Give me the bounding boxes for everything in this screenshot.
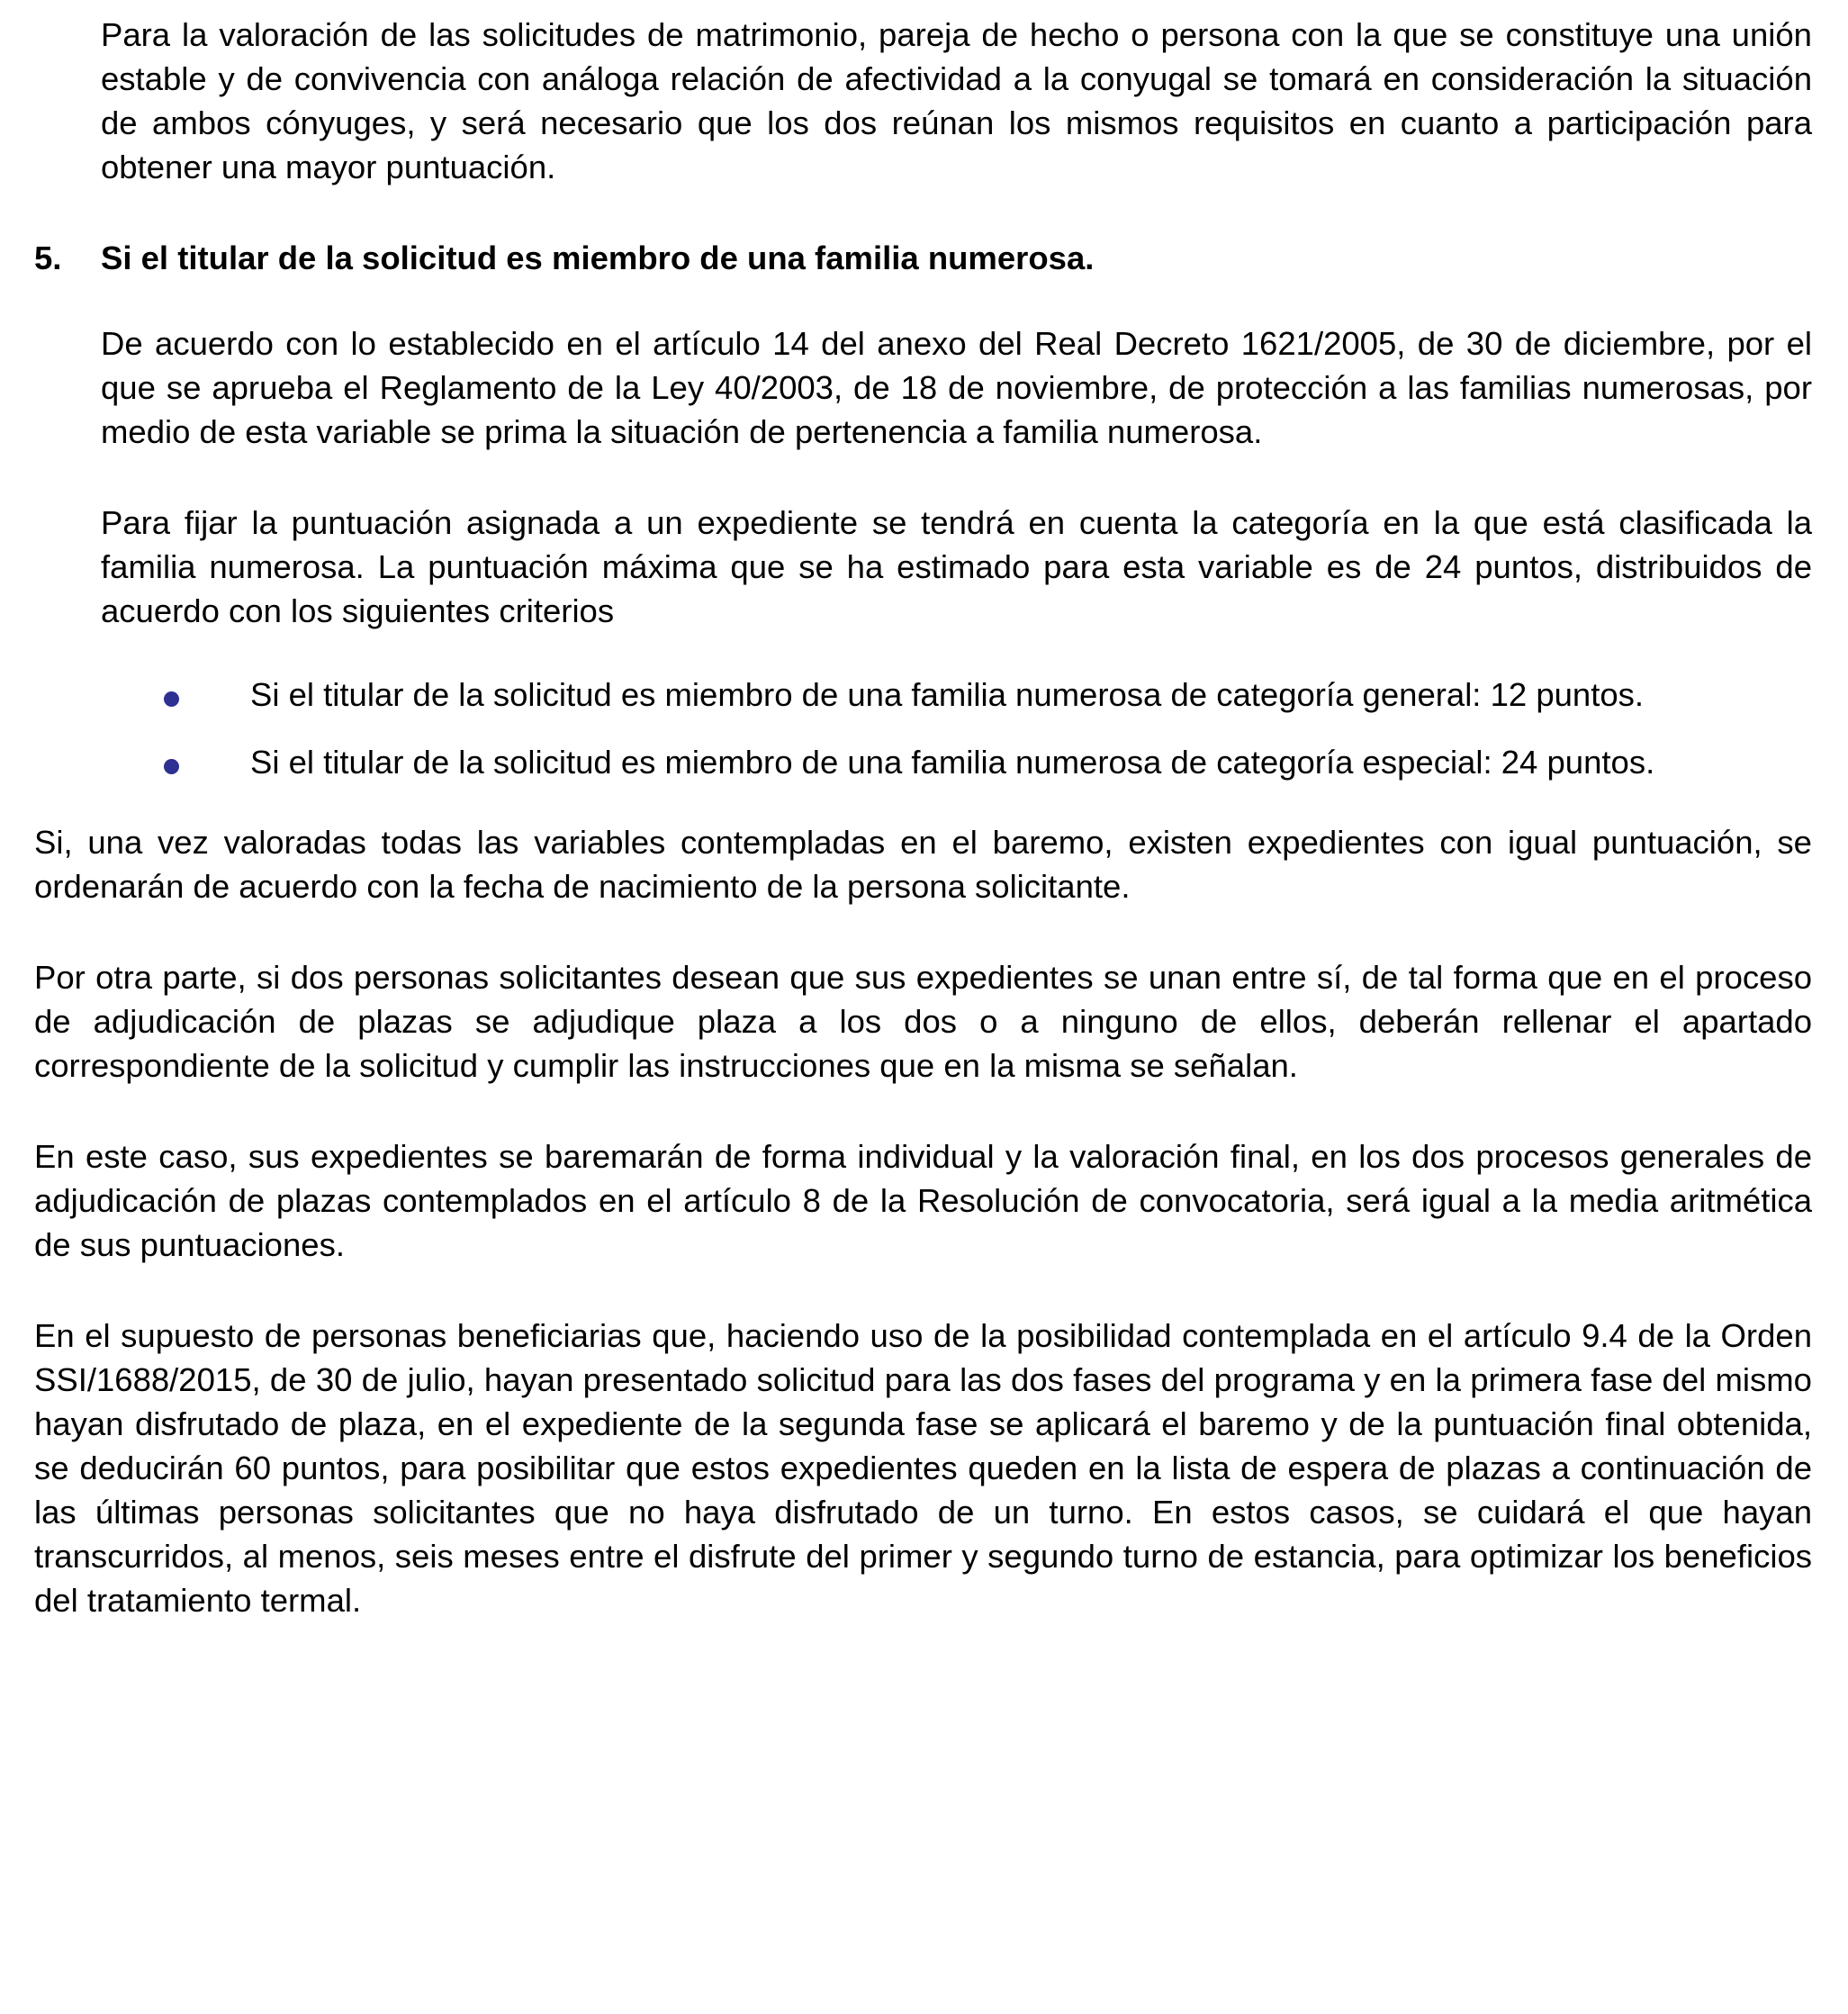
- paragraph-baremo-individual: En este caso, sus expedientes se baremarán de forma individual y la valoración final, en los dos procesos generales de adjudicación de plazas contemplados en el artículo 8 de la Resolución de convocatoria, será igual a la media aritmética de sus puntuaciones.: [34, 1138, 1812, 1263]
- paragraph-personas-beneficiarias: En el supuesto de personas beneficiarias que, haciendo uso de la posibilidad contemplada en el artículo 9.4 de la Orden SSI/1688/2015, de 30 de julio, hayan presentado solicitud para las dos fases del programa y en la primera fase del mismo hayan disfrutado de plaza, en el expediente de la segunda fase se aplicará el baremo y de la puntuación final obtenida, se deducirán 60 puntos, para posibilitar que estos expedientes queden en la lista de espera de plazas a continuación de las últimas personas solicitantes que no haya disfrutado de un turno. En estos casos, se cuidará el que hayan transcurridos, al menos, seis meses entre el disfrute del primer y segundo turno de estancia, para optimizar los beneficios del tratamiento termal.: [34, 1317, 1812, 1619]
- paragraph-intro-matrimonio: Para la valoración de las solicitudes de matrimonio, pareja de hecho o persona con la que se constituye una unión estable y de convivencia con análoga relación de afectividad a la conyugal se tomará en consideración la situación de ambos cónyuges, y será necesario que los dos reúnan los mismos requisitos en cuanto a participación para obtener una mayor puntuación.: [101, 16, 1812, 185]
- paragraph-real-decreto: De acuerdo con lo establecido en el artículo 14 del anexo del Real Decreto 1621/2005, de 30 de diciembre, por el que se aprueba el Reglamento de la Ley 40/2003, de 18 de noviembre, de protección a las familias numerosas, por medio de esta variable se prima la situación de pertenencia a familia numerosa.: [101, 325, 1812, 450]
- document-content: [34, 13, 1812, 1622]
- numbered-item-5: [34, 236, 1812, 280]
- numbered-item-number: 5.: [34, 239, 62, 276]
- bullet-item-text: Si el titular de la solicitud es miembro de una familia numerosa de categoría general: 12 puntos.: [250, 676, 1645, 713]
- bullet-item-text: Si el titular de la solicitud es miembro de una familia numerosa de categoría especial: 24 puntos.: [250, 744, 1655, 781]
- paragraph-empate-puntuacion: Si, una vez valoradas todas las variables contempladas en el baremo, existen expedientes con igual puntuación, se ordenarán de acuerdo con la fecha de nacimiento de la persona solicitante.: [34, 824, 1812, 905]
- paragraph-puntuacion-categoria: Para fijar la puntuación asignada a un expediente se tendrá en cuenta la categoría en la que está clasificada la familia numerosa. La puntuación máxima que se ha estimado para esta variable es de 24 puntos, distribuidos de acuerdo con los siguientes criterios: [101, 504, 1812, 629]
- criteria-bullet-list: [34, 673, 1812, 784]
- paragraph-union-expedientes: Por otra parte, si dos personas solicitantes desean que sus expedientes se unan entre sí, de tal forma que en el proceso de adjudicación de plazas se adjudique plaza a los dos o a ninguno de ellos, deberán rellenar el apartado correspondiente de la solicitud y cumplir las instrucciones que en la misma se señalan.: [34, 959, 1812, 1084]
- bullet-dot-icon: [164, 740, 250, 784]
- bullet-dot-icon: [164, 673, 250, 717]
- list-item: [164, 673, 1812, 717]
- numbered-item-heading: Si el titular de la solicitud es miembro de una familia numerosa.: [101, 239, 1095, 276]
- list-item: [164, 740, 1812, 784]
